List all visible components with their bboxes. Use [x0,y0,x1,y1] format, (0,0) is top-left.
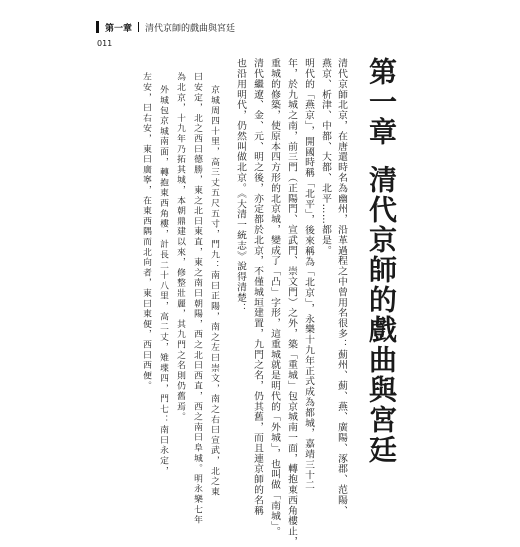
body-line: 重城的修築，使原本四方形的北京城，變成了「凸」字形，這重城就是明代的「外城」，也叫做「南城」。 [269,58,280,537]
body-line: 年，於九城之南，前三門（正陽門、宣武門、崇文門）之外，築「重城」包京城南一面，轉抱東西角樓止， [286,58,297,547]
quote-line: 曰安定，北之西曰德勝，東之北曰東直，東之南曰朝陽，西之北曰西直，西之南曰阜城。明永樂七年 [192,72,202,526]
header-title: 清代京師的戲曲與宮廷 [145,23,236,34]
running-header [96,20,235,34]
body-line: 清代京師北京，在唐還時名為幽州，沿革過程之中曾用名很多：薊州、薊、燕、廣陽、涿郡、范陽、 [336,58,347,516]
body-line: 也沿用明代，仍然叫做北京。《大清一統志》說得清楚： [235,58,246,314]
body-line: 清代繼遼、金、元、明之後，亦定都於北京，不僅城垣建置，九門之名，仍其舊，而且連京師的名稱 [252,58,263,516]
page-number: 011 [97,39,113,48]
chapter-heading [366,57,396,465]
quote-line: 左安，曰右安，東曰廣寧，在東西隅而北向者，東曰東便，西曰西便。 [141,72,151,392]
chapter-number: 第一章 [365,57,398,147]
quote-line: 京城周四十里，高三丈五尺五寸，門九：南曰正陽，南之左曰崇文，南之右曰宣武，北之東 [209,85,219,497]
body-line: 明代的「燕京」，開國時稱「北平」，後來稱為「北京」，永樂十九年正式成為都城，嘉靖三十二 [303,58,314,491]
quote-line: 為北京，十九年乃拓其城，本朝鼎建以來，修整壯麗，其九門之名則仍舊焉。 [175,72,185,423]
body-line: 燕京、析津、中都、大都、北平……都是。 [320,58,331,256]
header-bar [96,21,99,33]
chapter-title: 清代京師的戲曲與宮廷 [365,165,398,465]
header-chapter: 第一章 [105,23,133,34]
header-separator [138,22,139,32]
quote-line: 外城包京城南面，轉抱東西角樓，計長二十八里，高二丈，雉堞四，門七：南曰永定， [158,85,168,477]
